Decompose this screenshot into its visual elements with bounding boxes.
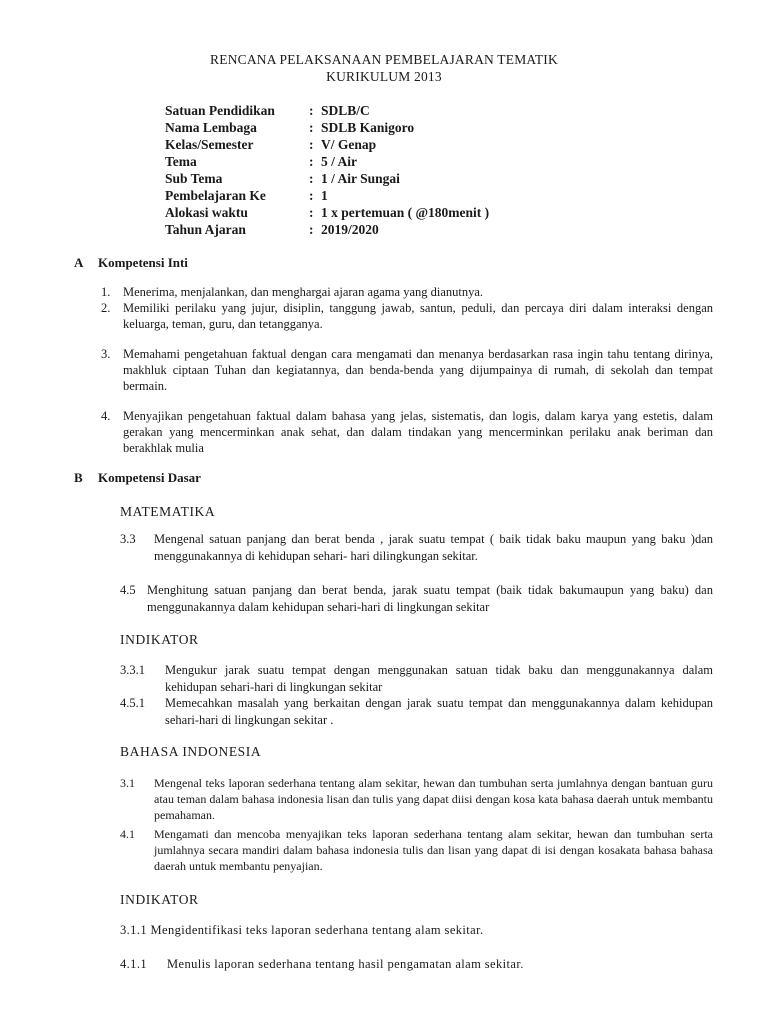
indikator-number: 3.3.1	[120, 663, 145, 677]
indikator-item	[120, 662, 713, 696]
info-colon: :	[309, 205, 314, 220]
kd-item	[120, 826, 713, 874]
kd-text: Mengenal satuan panjang dan berat benda , jarak suatu tempat ( baik tidak baku maupun yang baku )dan menggunakannya di kehidupan sehari- hari dilingkungan sekitar.	[154, 532, 713, 563]
section-a-heading	[74, 255, 188, 271]
indikator-item	[120, 956, 713, 973]
ki-number: 4.	[101, 409, 111, 423]
kd-text: Mengenal teks laporan sederhana tentang alam sekitar, hewan dan tumbuhan serta jumlahnya dengan bantuan guru atau teman dalam bahasa indonesia lisan dan tulis yang dapat diisi dengan kosa kata bahasa daerah untuk membantu pemahaman.	[154, 776, 713, 822]
info-label: Satuan Pendidikan	[165, 103, 275, 118]
subject-heading-matematika: MATEMATIKA	[120, 504, 216, 519]
indikator-text: Menulis laporan sederhana tentang hasil pengamatan alam sekitar.	[167, 957, 524, 971]
ki-item	[101, 300, 713, 332]
kd-number: 3.3	[120, 532, 136, 546]
info-colon: :	[309, 154, 314, 169]
indikator-heading-bahasa: INDIKATOR	[120, 892, 199, 907]
info-label: Nama Lembaga	[165, 120, 257, 135]
info-colon: :	[309, 120, 314, 135]
info-row	[165, 170, 489, 187]
ki-item	[101, 408, 713, 456]
info-colon: :	[309, 222, 314, 237]
identity-table	[165, 102, 489, 238]
kd-number: 4.5	[120, 583, 136, 597]
section-b-heading	[74, 470, 201, 486]
info-label: Kelas/Semester	[165, 137, 254, 152]
indikator-item	[120, 922, 713, 939]
ki-item	[101, 284, 713, 300]
kd-number: 3.1	[120, 776, 135, 790]
info-value: 1	[321, 188, 328, 203]
ki-number: 2.	[101, 301, 111, 315]
info-label: Pembelajaran Ke	[165, 188, 266, 203]
info-value: 5 / Air	[321, 154, 357, 169]
ki-text: Menyajikan pengetahuan faktual dalam bahasa yang jelas, sistematis, dan logis, dalam karya yang estetis, dalam gerakan yang mencerminkan anak sehat, dan dalam tindakan yang mencerminkan perilaku anak beriman dan berakhlak mulia	[123, 409, 713, 455]
ki-number: 3.	[101, 347, 111, 361]
indikator-number: 4.1.1	[120, 957, 147, 971]
info-colon: :	[309, 171, 314, 186]
document-subtitle: KURIKULUM 2013	[326, 69, 442, 84]
info-row	[165, 102, 489, 119]
info-row	[165, 136, 489, 153]
section-letter: A	[74, 255, 84, 270]
ki-text: Memahami pengetahuan faktual dengan cara mengamati dan menanya berdasarkan rasa ingin tahu tentang dirinya, makhluk ciptaan Tuhan dan kegiatannya, dan benda-benda yang dijumpainya di rumah, di sekolah dan tempat bermain.	[123, 347, 713, 393]
info-value: 2019/2020	[321, 222, 379, 237]
ki-item	[101, 346, 713, 394]
info-row	[165, 204, 489, 221]
indikator-text: Mengukur jarak suatu tempat dengan menggunakan satuan tidak baku dan menggunakannya dalam kehidupan sehari-hari di lingkungan sekitar	[165, 663, 713, 694]
kd-text: Mengamati dan mencoba menyajikan teks laporan sederhana tentang alam sekitar, hewan dan tumbuhan serta jumlahnya secara mandiri dalam bahasa indonesia tulis dan lisan yang dapat di isi dengan kosakata bahasa bahasa daerah untuk membantu penyajian.	[154, 827, 713, 873]
kd-number: 4.1	[120, 827, 135, 841]
indikator-text: Memecahkan masalah yang berkaitan dengan jarak suatu tempat dan menggunakannya dalam kehidupan sehari-hari di lingkungan sekitar .	[165, 696, 713, 727]
ki-text: Menerima, menjalankan, dan menghargai ajaran agama yang dianutnya.	[123, 285, 484, 299]
info-value: 1 x pertemuan ( @180menit )	[321, 205, 490, 220]
section-title: Kompetensi Inti	[98, 255, 188, 270]
info-value: SDLB/C	[321, 103, 370, 118]
info-row	[165, 119, 489, 136]
section-letter: B	[74, 470, 83, 485]
info-row	[165, 221, 489, 238]
info-label: Tahun Ajaran	[165, 222, 246, 237]
ki-number: 1.	[101, 285, 111, 299]
subject-heading-bahasa: BAHASA INDONESIA	[120, 744, 262, 759]
info-colon: :	[309, 103, 314, 118]
indikator-number: 4.5.1	[120, 696, 145, 710]
indikator-text: Mengidentifikasi teks laporan sederhana tentang alam sekitar.	[150, 923, 484, 937]
kd-text: Menghitung satuan panjang dan berat benda, jarak suatu tempat (baik tidak bakumaupun yang baku) dan menggunakannya dalam kehidupan sehari-hari di lingkungan sekitar	[147, 583, 713, 614]
ki-text: Memiliki perilaku yang jujur, disiplin, tanggung jawab, santun, peduli, dan percaya diri dalam interaksi dengan keluarga, teman, guru, dan tetangganya.	[123, 301, 713, 331]
document-title: RENCANA PELAKSANAAN PEMBELAJARAN TEMATIK	[210, 52, 558, 67]
info-value: SDLB Kanigoro	[321, 120, 415, 135]
info-label: Alokasi waktu	[165, 205, 248, 220]
indikator-heading-matematika: INDIKATOR	[120, 632, 199, 647]
info-row	[165, 187, 489, 204]
info-value: V/ Genap	[321, 137, 377, 152]
indikator-number: 3.1.1	[120, 923, 147, 937]
kd-item	[120, 775, 713, 823]
info-label: Tema	[165, 154, 197, 169]
info-label: Sub Tema	[165, 171, 223, 186]
indikator-item	[120, 695, 713, 729]
info-colon: :	[309, 188, 314, 203]
kd-item	[120, 582, 713, 616]
info-row	[165, 153, 489, 170]
info-value: 1 / Air Sungai	[321, 171, 400, 186]
section-title: Kompetensi Dasar	[98, 470, 201, 485]
info-colon: :	[309, 137, 314, 152]
kd-item	[120, 531, 713, 565]
